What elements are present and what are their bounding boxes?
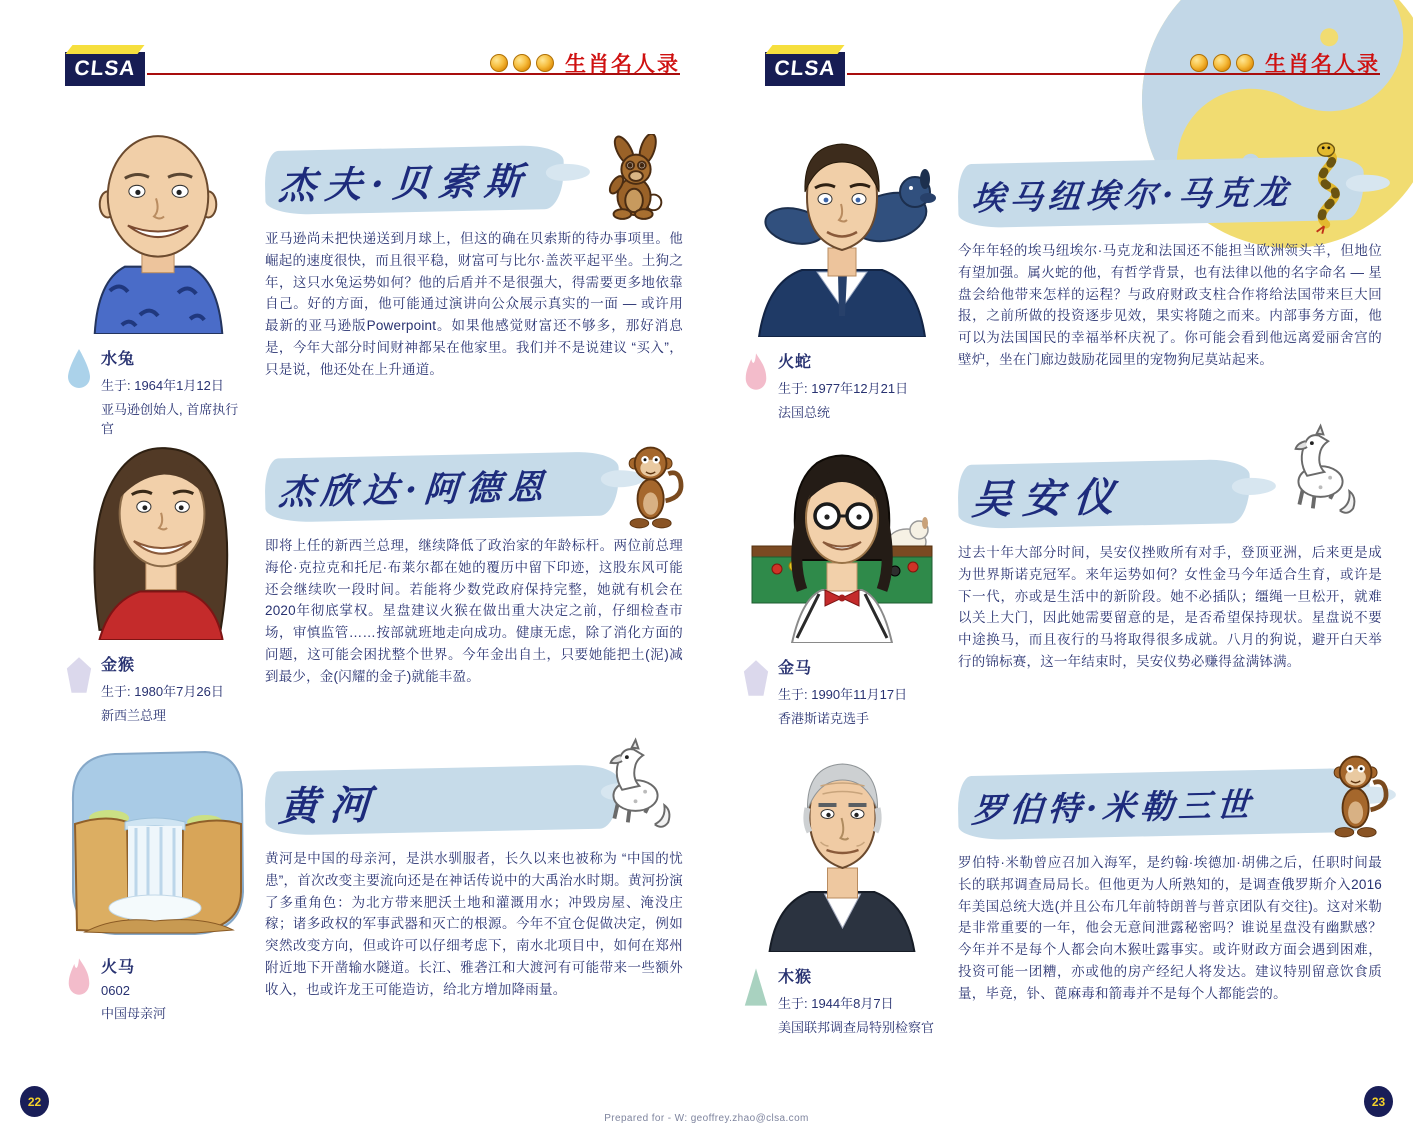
metal-element-icon [65,652,93,698]
coin-icon [513,54,531,72]
profile-body: 黄河是中国的母亲河，是洪水驯服者，长久以来也被称为 “中国的忧患”，首次改变主要流向还是在神话传说中的大禹治水时期。黄河扮演了多重角色：为北方带来肥沃土地和灌溉用水；冲毁房屋、淹没庄稼；诸多政权的军事武器和灭亡的根源。今年不宜仓促做决定，例如突然改变方向，但或许可以仔细考虑下，南水北项目中，如何在郑州附近地下开凿输水隧道。长江、雅砻江和大渡河有可能带来一些额外收入，也或许龙王可能造访，给北方增加降雨量。 [265,851,683,997]
info-block-bezos [65,346,250,437]
person-role: 中国母亲河 [101,1006,167,1021]
profile-body: 罗伯特·米勒曾应召加入海军，是约翰·埃德加·胡佛之后，任职时间最长的联邦调查局局长。但他更为人所熟知的，是调查俄罗斯介入2016年美国总统大选(并且公布几年前特朗普与普京团队有交往)。这对米勒是非常重要的一年，他会无意间泄露秘密吗？谁说星盘没有幽默感？今年并不是每个人都会向木猴吐露事实。或许财政方面会遇到困难，投资可能一团糟，亦或他的房产经纪人将发达。建议特别留意饮食质量，毕竟，钋、蓖麻毒和箭毒并不是每个人都能尝的。 [958,855,1382,1001]
zodiac-label: 火蛇 [778,354,813,371]
coin-icon [1190,54,1208,72]
coin-icon [1236,54,1254,72]
birth-date: 生于: 1980年7月26日 [101,684,224,699]
page-number-left: 22 [20,1086,49,1117]
header-title-left [380,48,680,78]
birth-date: 生于: 1944年8月7日 [778,996,894,1011]
profile-name: 杰欣达·阿德恩 [277,466,552,514]
profile-jeff-bezos [65,118,683,437]
horse-icon [595,736,677,832]
name-brush-stroke [957,459,1250,529]
profile-emmanuel-macron [742,122,1382,421]
zodiac-label: 火马 [101,959,136,976]
profile-robert-mueller [742,742,1382,1036]
prepared-for-note: Prepared for - W: geoffrey.zhao@clsa.com [604,1113,809,1124]
header-title-right [1080,48,1380,78]
portrait-yellow-river [65,742,250,942]
birth-date: 0602 [101,983,130,998]
profile-body: 过去十年大部分时间，吴安仪挫败所有对手，登顶亚洲，后来更是成为世界斯诺克冠军。来年运势如何？女性金马今年适合生育，或许是下一代，亦或是生活中的新阶段。她不必插队；缰绳一旦松开，就难以关上大门，因此她需要留意的是，是否希望保持现状。星盘说不要中途换马，而且夜行的马将取得很多成就。八月的狗说，避开白天举行的锦标赛，这一年结束时，吴安仪势必赚得盆满钵满。 [958,545,1382,669]
zodiac-label: 金马 [778,660,813,677]
info-block-ardern [65,652,250,724]
zodiac-label: 金猴 [101,657,136,674]
metal-element-icon [742,655,770,701]
snake-icon [1298,140,1354,234]
name-brush-stroke [264,451,619,522]
section-title: 生肖名人录 [565,53,680,76]
person-role: 香港斯诺克选手 [778,711,870,726]
clsa-logo [765,52,845,86]
profile-name: 吴安仪 [970,473,1127,524]
profile-ng-on-yee [742,428,1382,727]
fire-element-icon [65,954,93,1000]
portrait-mueller [742,742,942,952]
section-title: 生肖名人录 [1265,53,1380,76]
clsa-logo-text: CLSA [73,57,137,80]
clsa-logo [65,52,145,86]
portrait-macron [742,122,942,337]
clsa-logo-text: CLSA [773,57,837,80]
birth-date: 生于: 1964年1月12日 [101,378,224,393]
rabbit-icon [597,134,675,222]
person-role: 美国联邦调查局特别检察官 [778,1020,935,1035]
birth-date: 生于: 1990年11月17日 [778,687,908,702]
person-role: 新西兰总理 [101,708,167,723]
fire-element-icon [742,349,770,395]
profile-name: 埃马纽埃尔·马克龙 [970,171,1294,218]
name-brush-stroke [264,764,619,835]
profile-yellow-river [65,742,683,1022]
wood-element-icon [742,964,770,1010]
portrait-ng-on-yee [742,428,942,643]
page-number-right: 23 [1364,1086,1393,1117]
birth-date: 生于: 1977年12月21日 [778,381,909,396]
info-block-yellow-river [65,954,250,1022]
profile-body: 即将上任的新西兰总理，继续降低了政治家的年龄标杆。两位前总理海伦·克拉克和托尼·布莱尔都在她的覆历中留下印迹，这股东风可能还会继续吹一段时间。若能将少数党政府保持完整，她就有机会在2020年彻底掌权。星盘建议火猴在做出重大决定之前，仔细检查市场，审慎监管……按部就班地走向成功。健康无虑，除了消化方面的问题，这可能会困扰整个世界。今年金出自土，只要她能把土(泥)减到最少，金(闪耀的金子)就能丰盈。 [265,538,683,684]
horse-icon [1280,422,1362,518]
person-role: 亚马逊创始人, 首席执行官 [101,402,239,436]
portrait-bezos [65,118,250,334]
name-brush-stroke [264,145,564,215]
portrait-ardern [65,428,250,640]
info-block-mueller [742,964,942,1036]
person-role: 法国总统 [778,405,831,420]
zodiac-label: 水兔 [101,351,136,368]
info-block-ng-on-yee [742,655,942,727]
coin-icon [536,54,554,72]
profile-body: 亚马逊尚未把快递送到月球上，但这的确在贝索斯的待办事项里。他崛起的速度很快，而且很平稳，财富可与比尔·盖茨平起平坐。土狗之年，这只水兔运势如何？他的后盾并不是很强大，得需要更多地依靠自己。好的方面，他可能通过演讲向公众展示真实的一面 — 或许用最新的亚马逊版Powerpoint。如果他感觉财富还不够多，那好消息是，今年大部分时间财神都呆在他家里。我们并不是说建议 “买入”，只是说，他还处在上升通道。 [265,231,683,377]
monkey-icon [617,437,687,531]
name-brush-stroke [957,768,1370,841]
monkey-icon [1322,746,1392,840]
zodiac-label: 木猴 [778,969,813,986]
water-element-icon [65,346,93,392]
profile-name: 黄河 [277,780,383,830]
profile-name: 杰夫·贝索斯 [277,158,533,208]
profile-body: 今年年轻的埃马纽埃尔·马克龙和法国还不能担当欧洲领头羊，但地位有望加强。属火蛇的他，有哲学背景，也有法律以他的名字命名 — 星盘会给他带来怎样的运程？与政府财政支柱合作将给法国带来巨大回报，之前所做的投资逐步见效，果实将随之而来。内部事务方面，他可以为法国国民的幸福举杯庆祝了。你可能会看到他远离爱丽舍宫的壁炉，坐在门廊边鼓励花园里的宠物狗尼莫站起来。 [958,243,1382,367]
info-block-macron [742,349,942,421]
coin-icon [1213,54,1231,72]
profile-jacinda-ardern [65,428,683,724]
profile-name: 罗伯特·米勒三世 [970,784,1256,830]
coin-icon [490,54,508,72]
